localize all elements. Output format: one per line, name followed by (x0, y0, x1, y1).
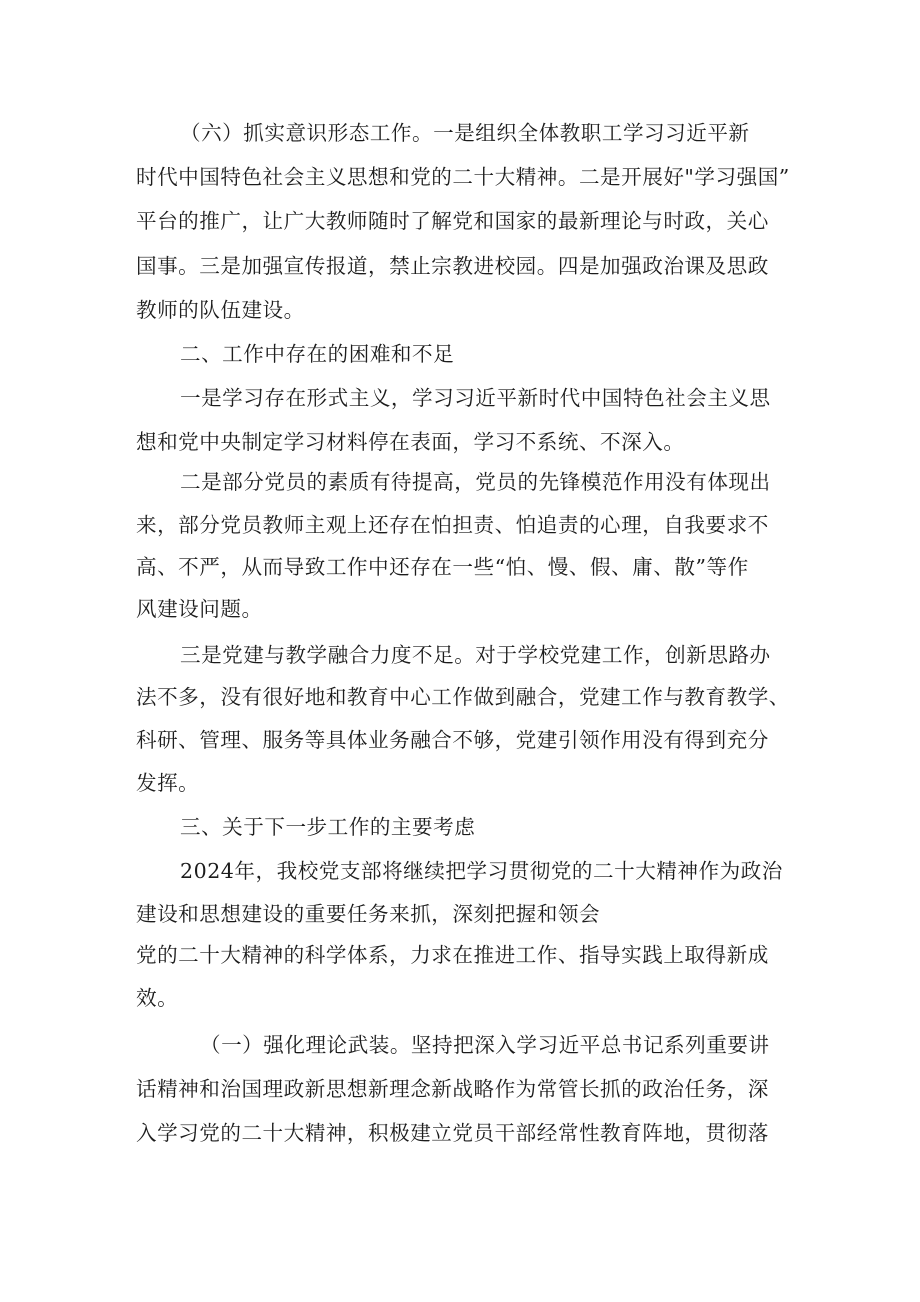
text-line: 话精神和治国理政新思想新理念新战略作为常管长抓的政治任务，深 (136, 1077, 769, 1101)
text-line: 高、不严，从而导致工作中还存在一些“怕、慢、假、庸、散”等作 (136, 555, 749, 579)
text-line: 效。 (136, 986, 179, 1010)
text-line: 入学习党的二十大精神，积极建立党员干部经常性教育阵地，贯彻落 (136, 1121, 769, 1145)
text-line: 来，部分党员教师主观上还存在怕担责、怕追责的心理，自我要求不 (136, 513, 769, 537)
text-line: （六）抓实意识形态工作。一是组织全体教职工学习习近平新 (180, 121, 750, 145)
text-line: 科研、管理、服务等具体业务融合不够，党建引领作用没有得到充分 (136, 728, 769, 752)
text-line: 党的二十大精神的科学体系，力求在推进工作、指导实践上取得新成 (136, 943, 769, 967)
text-line: 发挥。 (136, 771, 200, 795)
text-line: 一是学习存在形式主义，学习习近平新时代中国特色社会主义思 (180, 386, 771, 410)
text-line: （一）强化理论武装。坚持把深入学习近平总书记系列重要讲 (200, 1033, 770, 1057)
section-heading: 三、关于下一步工作的主要考虑 (180, 815, 476, 839)
text-line: 法不多，没有很好地和教育中心工作做到融合，党建工作与教育教学、 (136, 685, 790, 709)
text-line: 平台的推广，让广大教师随时了解党和国家的最新理论与时政，关心 (136, 209, 769, 233)
text-line: 国事。三是加强宣传报道，禁止宗教进校园。四是加强政治课及思政 (136, 254, 769, 278)
section-heading: 二、工作中存在的困难和不足 (180, 342, 455, 366)
text-line: 风建设问题。 (136, 597, 263, 621)
text-line: 想和党中央制定学习材料停在表面，学习不系统、不深入。 (136, 430, 685, 454)
text-line: 时代中国特色社会主义思想和党的二十大精神。二是开展好"学习强国” (136, 165, 790, 189)
text-line: 2024年，我校党支部将继续把学习贯彻党的二十大精神作为政治 (180, 859, 783, 883)
text-line: 建设和思想建设的重要任务来抓，深刻把握和领会 (136, 902, 601, 926)
text-line: 教师的队伍建设。 (136, 298, 305, 322)
text-line: 二是部分党员的素质有待提高，党员的先锋模范作用没有体现出 (180, 470, 771, 494)
text-line: 三是党建与教学融合力度不足。对于学校党建工作，创新思路办 (180, 643, 771, 667)
